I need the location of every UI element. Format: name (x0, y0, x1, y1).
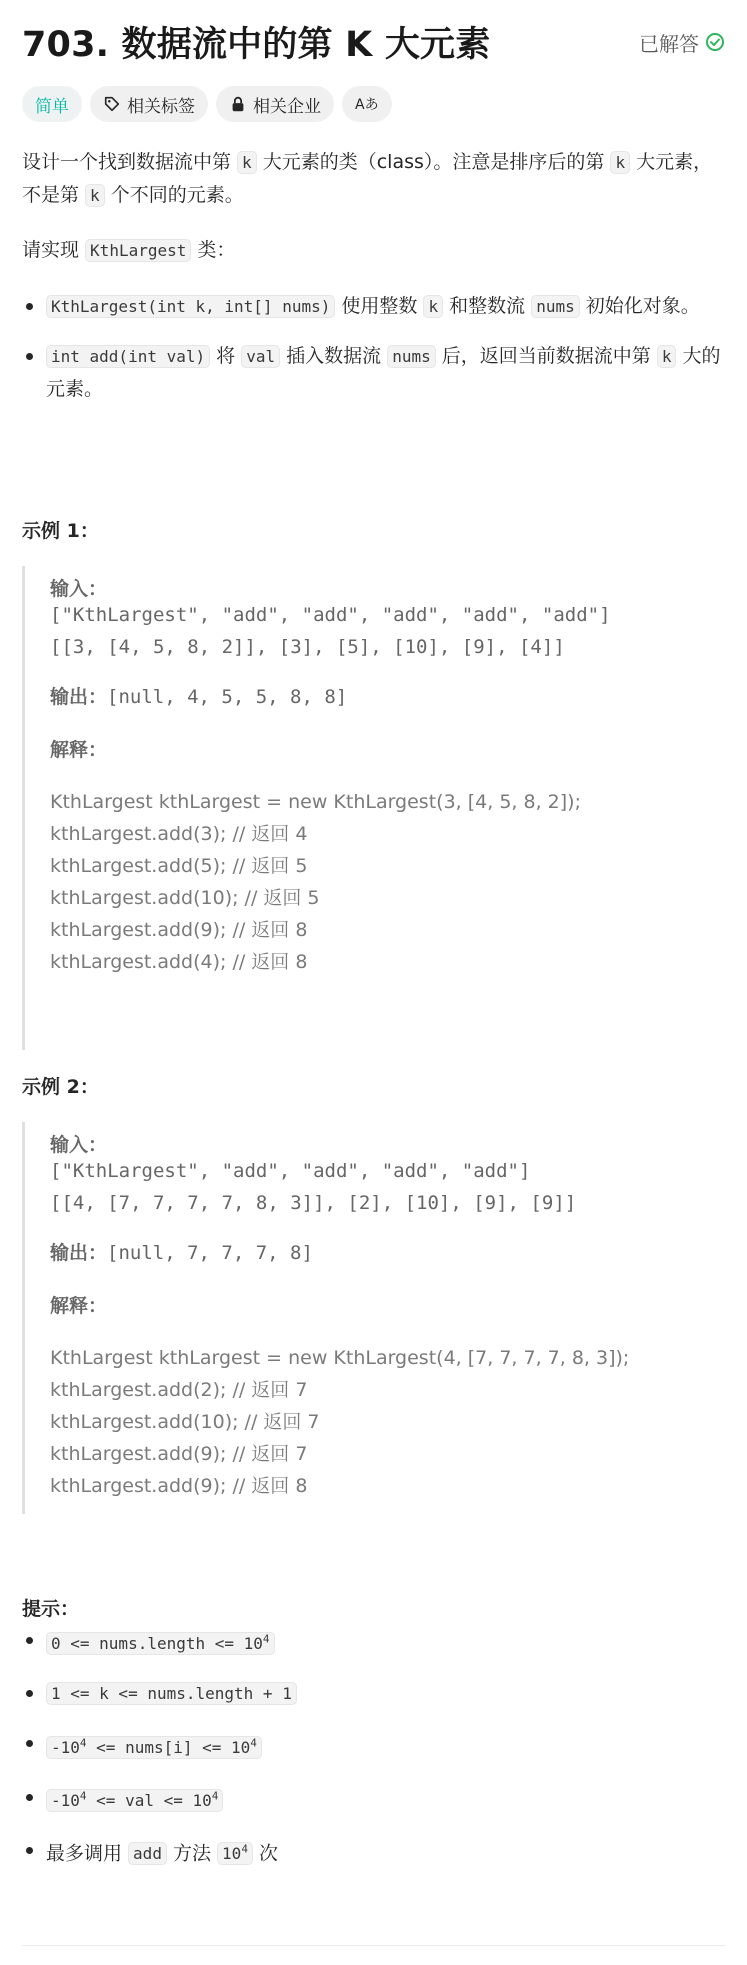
constraints-list (22, 1624, 729, 1887)
inline-code: k (85, 184, 105, 207)
constraint-item (22, 1624, 729, 1660)
inline-code (46, 1632, 275, 1655)
inline-code: k (610, 151, 630, 174)
text: 请实现 (22, 239, 86, 261)
example-2-block (22, 1122, 722, 1514)
explain-label: 解释： (50, 739, 108, 761)
example-2-heading: 示例 2： (22, 1076, 99, 1098)
code-text: 0 <= nums.length <= 10 (51, 1634, 263, 1654)
api-list (22, 290, 729, 405)
related-companies-button[interactable] (216, 86, 334, 122)
explanation-line: kthLargest.add(9); // 返回 8 (50, 919, 308, 941)
explanation-line: KthLargest kthLargest = new KthLargest(3, [4, 5, 8, 2]); (50, 791, 581, 813)
exponent: 4 (211, 1789, 219, 1803)
example-1-block (22, 566, 722, 1050)
translate-button[interactable] (342, 86, 392, 122)
inline-code: KthLargest(int k, int[] nums) (46, 295, 335, 318)
constraint-item (22, 1727, 729, 1763)
inline-code: val (241, 345, 280, 368)
explanation-lines (50, 786, 722, 978)
constraint-item (22, 1677, 729, 1710)
input-line: [[4, [7, 7, 7, 7, 8, 3]], [2], [10], [9], [9]] (50, 1192, 577, 1214)
solved-label: 已解答 (639, 31, 699, 56)
explanation-line: kthLargest.add(10); // 返回 7 (50, 1411, 320, 1433)
input-line: [[3, [4, 5, 8, 2]], [3], [5], [10], [9], [4]] (50, 636, 565, 658)
text: 方法 (166, 1842, 218, 1865)
explanation-line: kthLargest.add(10); // 返回 5 (50, 887, 320, 909)
input-line: ["KthLargest", "add", "add", "add", "add", "add"] (50, 604, 611, 626)
difficulty-badge (22, 86, 82, 122)
input-label: 输入： (50, 578, 108, 600)
inline-code: nums (387, 345, 436, 368)
inline-code: k (237, 151, 257, 174)
inline-code: KthLargest (85, 239, 191, 262)
output-value: [null, 7, 7, 7, 8] (107, 1242, 313, 1264)
input-label: 输入： (50, 1134, 108, 1156)
list-item (22, 290, 729, 323)
solved-status (639, 28, 725, 57)
code-text: 10 (222, 1844, 242, 1864)
text: 使用整数 (335, 295, 424, 317)
output-label: 输出： (50, 686, 108, 708)
exponent: 4 (79, 1736, 87, 1750)
input-line: ["KthLargest", "add", "add", "add", "add"] (50, 1160, 531, 1182)
explanation-line: kthLargest.add(9); // 返回 8 (50, 1475, 308, 1497)
output-value: [null, 4, 5, 5, 8, 8] (107, 686, 348, 708)
inline-code: 1 <= k <= nums.length + 1 (46, 1682, 297, 1705)
text: 最多调用 (46, 1842, 129, 1865)
exponent: 4 (250, 1736, 257, 1750)
explanation-line: kthLargest.add(5); // 返回 5 (50, 855, 308, 877)
inline-code: nums (531, 295, 580, 318)
exponent: 4 (262, 1633, 270, 1646)
description-paragraph-1 (22, 146, 729, 212)
tag-bar (22, 86, 392, 122)
text: 类： (191, 239, 236, 261)
text: 插入数据流 (280, 345, 388, 367)
constraints-heading: 提示： (22, 1598, 80, 1620)
divider (22, 1945, 725, 1946)
code-text: -10 (51, 1790, 80, 1810)
exponent: 4 (79, 1789, 87, 1803)
related-tags-button[interactable] (90, 86, 208, 122)
text: 次 (252, 1842, 278, 1865)
explanation-line: kthLargest.add(3); // 返回 4 (50, 823, 308, 845)
example-1-heading: 示例 1： (22, 520, 99, 542)
code-text: -10 (51, 1737, 80, 1757)
code-text: <= val <= 10 (86, 1790, 212, 1810)
text: 大的元素。 (46, 345, 721, 400)
inline-code: int add(int val) (46, 345, 210, 368)
check-circle-icon (705, 32, 725, 52)
inline-code (217, 1842, 253, 1865)
inline-code: k (423, 295, 443, 318)
text: 大元素，不是第 (22, 151, 713, 206)
explanation-line: kthLargest.add(9); // 返回 7 (50, 1443, 308, 1465)
text: 和整数流 (443, 295, 532, 317)
explanation-line: KthLargest kthLargest = new KthLargest(4, [7, 7, 7, 7, 8, 3]); (50, 1347, 630, 1369)
text: 初始化对象。 (579, 295, 700, 317)
inline-code (46, 1736, 262, 1759)
constraint-item (22, 1781, 729, 1817)
text: 将 (210, 345, 242, 367)
output-label: 输出： (50, 1242, 108, 1264)
text: 大元素的类（class）。注意是排序后的第 (256, 151, 611, 173)
tag-icon (103, 95, 121, 113)
text: 设计一个找到数据流中第 (22, 151, 238, 173)
code-text: <= nums[i] <= 10 (86, 1737, 251, 1757)
explain-label: 解释： (50, 1295, 108, 1317)
related-companies-label: 相关企业 (253, 96, 321, 117)
difficulty-label: 简单 (35, 96, 69, 117)
inline-code: k (657, 345, 677, 368)
text: 个不同的元素。 (104, 184, 244, 206)
list-item (22, 340, 729, 405)
output-row (50, 1237, 722, 1269)
title-row (22, 14, 725, 70)
related-tags-label: 相关标签 (127, 96, 195, 117)
problem-title[interactable]: 703. 数据流中的第 K 大元素 (22, 25, 491, 65)
exponent: 4 (241, 1842, 248, 1856)
description-paragraph-2 (22, 234, 729, 267)
translate-icon: Aあ (355, 97, 379, 113)
text: 后，返回当前数据流中第 (435, 345, 657, 367)
constraint-item (22, 1834, 729, 1870)
explanation-lines (50, 1342, 722, 1502)
explanation-line: kthLargest.add(2); // 返回 7 (50, 1379, 308, 1401)
explanation-line: kthLargest.add(4); // 返回 8 (50, 951, 308, 973)
output-row (50, 681, 722, 713)
inline-code (46, 1789, 223, 1812)
inline-code: add (128, 1842, 167, 1865)
lock-icon (229, 95, 247, 113)
